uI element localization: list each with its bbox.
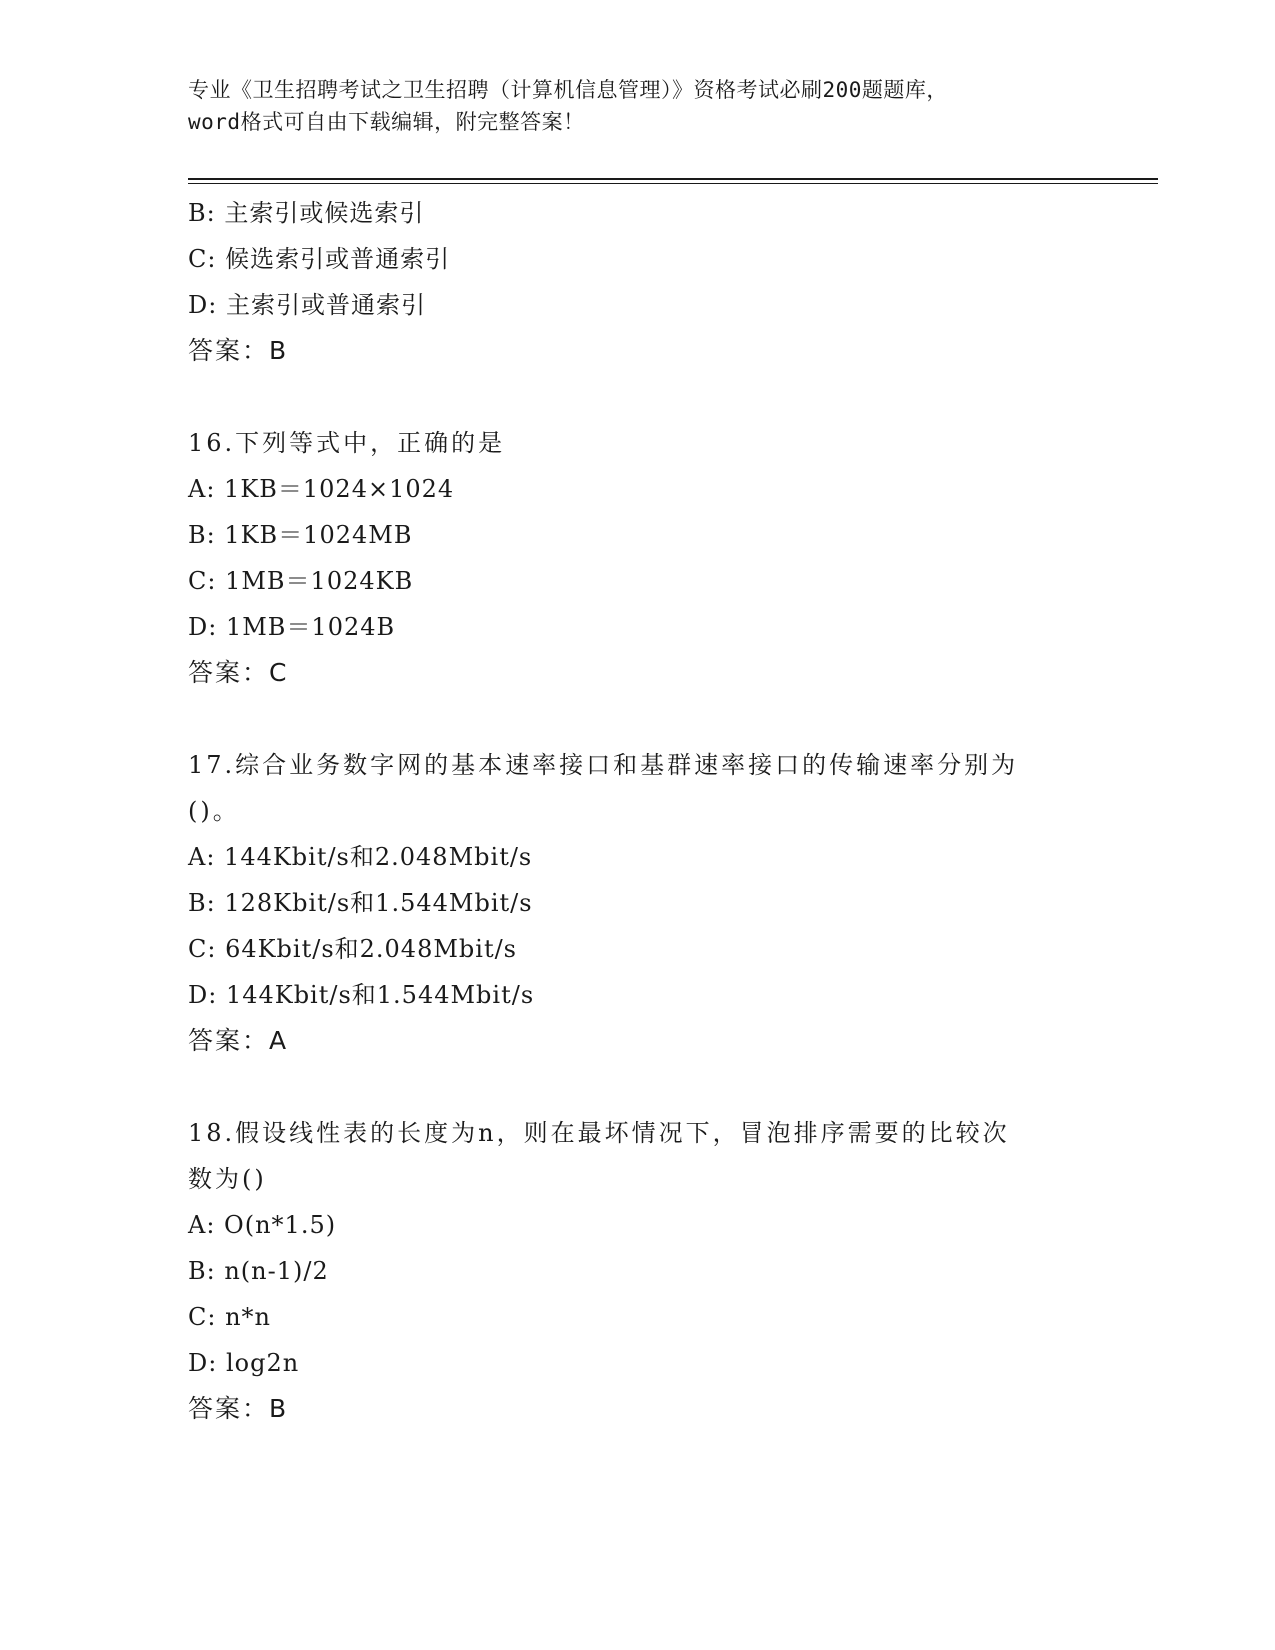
option-c: C: 候选索引或普通索引 [188,245,451,273]
spacer [188,1064,1088,1110]
header-title-line-2: word格式可自由下载编辑，附完整答案！ [188,110,585,134]
question-16 [188,420,1088,696]
question-stem-continued: 数为() [188,1165,267,1193]
spacer [188,696,1088,742]
option-d: D: 1MB＝1024B [188,613,396,641]
question-17 [188,742,1088,1064]
option-b: B: 1KB＝1024MB [188,521,413,549]
answer-line: 答案：B [188,336,289,365]
option-c: C: 1MB＝1024KB [188,567,414,595]
option-c: C: 64Kbit/s和2.048Mbit/s [188,935,517,963]
option-c: C: n*n [188,1303,271,1331]
question-stem: 18.假设线性表的长度为n，则在最坏情况下，冒泡排序需要的比较次 [188,1119,1010,1147]
answer-line: 答案：B [188,1394,289,1423]
option-d: D: 144Kbit/s和1.544Mbit/s [188,981,535,1009]
option-a: A: 144Kbit/s和2.048Mbit/s [188,843,533,871]
question-stem: 17.综合业务数字网的基本速率接口和基群速率接口的传输速率分别为 [188,751,1019,779]
option-d: D: log2n [188,1349,300,1377]
header-title-line-1: 专业《卫生招聘考试之卫生招聘（计算机信息管理）》资格考试必刷200题题库， [188,78,948,102]
answer-line: 答案：A [188,1026,289,1055]
question-stem-continued: ()。 [188,797,240,825]
header-divider [188,178,1158,184]
option-a: A: O(n*1.5) [188,1211,337,1239]
question-list [188,190,1088,1432]
question-15-continued [188,190,1088,374]
option-a: A: 1KB＝1024×1024 [188,475,455,503]
option-b: B: n(n-1)/2 [188,1257,329,1285]
document-header [188,74,1088,138]
option-b: B: 主索引或候选索引 [188,199,425,227]
spacer [188,374,1088,420]
question-stem: 16.下列等式中，正确的是 [188,429,506,457]
question-18 [188,1110,1088,1432]
option-b: B: 128Kbit/s和1.544Mbit/s [188,889,533,917]
answer-line: 答案：C [188,658,289,687]
option-d: D: 主索引或普通索引 [188,291,426,319]
